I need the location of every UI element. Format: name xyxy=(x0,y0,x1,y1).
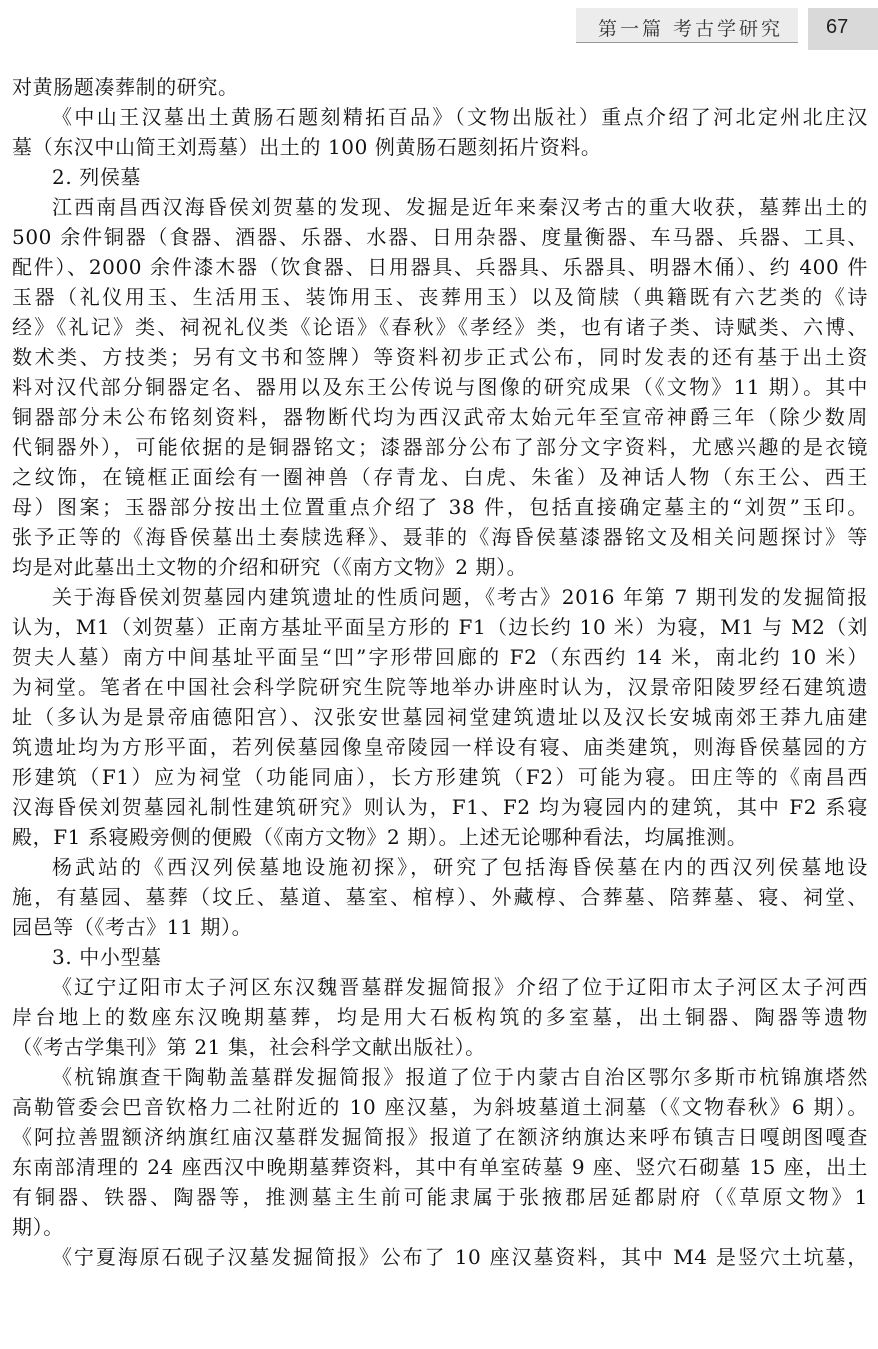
text-line: 配件）、2000 余件漆木器（饮食器、日用器具、兵器具、乐器具、明器木俑）、约 400 件 xyxy=(12,255,868,279)
section-title: 第一篇 考古学研究 xyxy=(598,18,784,40)
text-line: 岸台地上的数座东汉晚期墓葬，均是用大石板构筑的多室墓，出土铜器、陶器等遗物 xyxy=(12,1005,868,1029)
text-line: 高勒管委会巴音钦格力二社附近的 10 座汉墓，为斜坡墓道土洞墓（《文物春秋》6 期）。 xyxy=(12,1095,868,1119)
text-line: 《宁夏海原石砚子汉墓发掘简报》公布了 10 座汉墓资料，其中 M4 是竖穴土坑墓， xyxy=(52,1245,868,1269)
text-line: 玉器（礼仪用玉、生活用玉、装饰用玉、丧葬用玉）以及简牍（典籍既有六艺类的《诗 xyxy=(12,285,868,309)
text-line: 经》《礼记》类、祠祝礼仪类《论语》《春秋》《孝经》类，也有诸子类、诗赋类、六博、 xyxy=(12,315,868,339)
text-line: 均是对此墓出土文物的介绍和研究（《南方文物》2 期）。 xyxy=(12,555,528,579)
text-line: 关于海昏侯刘贺墓园内建筑遗址的性质问题，《考古》2016 年第 7 期刊发的发掘简报 xyxy=(52,585,868,609)
page-header xyxy=(0,0,878,50)
text-line: 《杭锦旗查干陶勒盖墓群发掘简报》报道了位于内蒙古自治区鄂尔多斯市杭锦旗塔然 xyxy=(52,1065,868,1089)
text-line: 500 余件铜器（食器、酒器、乐器、水器、日用杂器、度量衡器、车马器、兵器、工具、 xyxy=(12,225,868,249)
text-line: 母）图案；玉器部分按出土位置重点介绍了 38 件，包括直接确定墓主的“刘贺”玉印。 xyxy=(12,495,868,519)
text-line: 料对汉代部分铜器定名、器用以及东王公传说与图像的研究成果（《文物》11 期）。其中 xyxy=(12,375,868,399)
text-line: 之纹饰，在镜框正面绘有一圈神兽（存青龙、白虎、朱雀）及神话人物（东王公、西王 xyxy=(12,465,868,489)
subsection-heading: 3. 中小型墓 xyxy=(52,945,162,969)
text-line: 形建筑（F1）应为祠堂（功能同庙），长方形建筑（F2）可能为寝。田庄等的《南昌西 xyxy=(12,765,868,789)
text-line: 代铜器外），可能依据的是铜器铭文；漆器部分公布了部分文字资料，尤感兴趣的是衣镜 xyxy=(12,435,868,459)
text-line: 址（多认为是景帝庙德阳宫）、汉张安世墓园祠堂建筑遗址以及汉长安城南郊王莽九庙建 xyxy=(12,705,868,729)
text-line: 施，有墓园、墓葬（坟丘、墓道、墓室、棺椁）、外藏椁、合葬墓、陪葬墓、寝、祠堂、 xyxy=(12,885,868,909)
text-line: 筑遗址均为方形平面，若列侯墓园像皇帝陵园一样设有寝、庙类建筑，则海昏侯墓园的方 xyxy=(12,735,868,759)
text-line: 园邑等（《考古》11 期）。 xyxy=(12,915,253,939)
body-text xyxy=(12,72,868,1272)
text-line: 认为，M1（刘贺墓）正南方基址平面呈方形的 F1（边长约 10 米）为寝，M1 与 M2（刘 xyxy=(12,615,868,639)
text-line: 殿，F1 系寝殿旁侧的便殿（《南方文物》2 期）。上述无论哪种看法，均属推测。 xyxy=(12,825,748,849)
text-line: 杨武站的《西汉列侯墓地设施初探》，研究了包括海昏侯墓在内的西汉列侯墓地设 xyxy=(52,855,868,879)
text-line: 张予正等的《海昏侯墓出土奏牍选释》、聂菲的《海昏侯墓漆器铭文及相关问题探讨》等 xyxy=(12,525,868,549)
text-line: 东南部清理的 24 座西汉中晚期墓葬资料，其中有单室砖墓 9 座、竖穴石砌墓 15 座，出土 xyxy=(12,1155,868,1179)
text-line: 墓（东汉中山简王刘焉墓）出土的 100 例黄肠石题刻拓片资料。 xyxy=(12,135,602,159)
text-line: 《阿拉善盟额济纳旗红庙汉墓群发掘简报》报道了在额济纳旗达来呼布镇吉日嘎朗图嘎查 xyxy=(12,1125,868,1149)
text-line: 有铜器、铁器、陶器等，推测墓主生前可能隶属于张掖郡居延都尉府（《草原文物》1 xyxy=(12,1185,868,1209)
text-line: 铜器部分未公布铭刻资料，器物断代均为西汉武帝太始元年至宣帝神爵三年（除少数周 xyxy=(12,405,868,429)
page-number: 67 xyxy=(826,16,849,38)
text-line: 对黄肠题凑葬制的研究。 xyxy=(12,75,239,99)
text-line: 江西南昌西汉海昏侯刘贺墓的发现、发掘是近年来秦汉考古的重大收获，墓葬出土的 xyxy=(52,195,868,219)
text-line: 期）。 xyxy=(12,1215,64,1239)
text-line: 《中山王汉墓出土黄肠石题刻精拓百品》（文物出版社）重点介绍了河北定州北庄汉 xyxy=(52,105,868,129)
text-line: 为祠堂。笔者在中国社会科学院研究生院等地举办讲座时认为，汉景帝阳陵罗经石建筑遗 xyxy=(12,675,868,699)
text-line: （《考古学集刊》第 21 集，社会科学文献出版社）。 xyxy=(12,1035,486,1059)
text-line: 贺夫人墓）南方中间基址平面呈“凹”字形带回廊的 F2（东西约 14 米，南北约 10 米） xyxy=(12,645,868,669)
text-line: 汉海昏侯刘贺墓园礼制性建筑研究》则认为，F1、F2 均为寝园内的建筑，其中 F2 系寝 xyxy=(12,795,868,819)
text-line: 《辽宁辽阳市太子河区东汉魏晋墓群发掘简报》介绍了位于辽阳市太子河区太子河西 xyxy=(52,975,868,999)
subsection-heading: 2. 列侯墓 xyxy=(52,165,142,189)
text-line: 数术类、方技类；另有文书和签牌）等资料初步正式公布，同时发表的还有基于出土资 xyxy=(12,345,868,369)
